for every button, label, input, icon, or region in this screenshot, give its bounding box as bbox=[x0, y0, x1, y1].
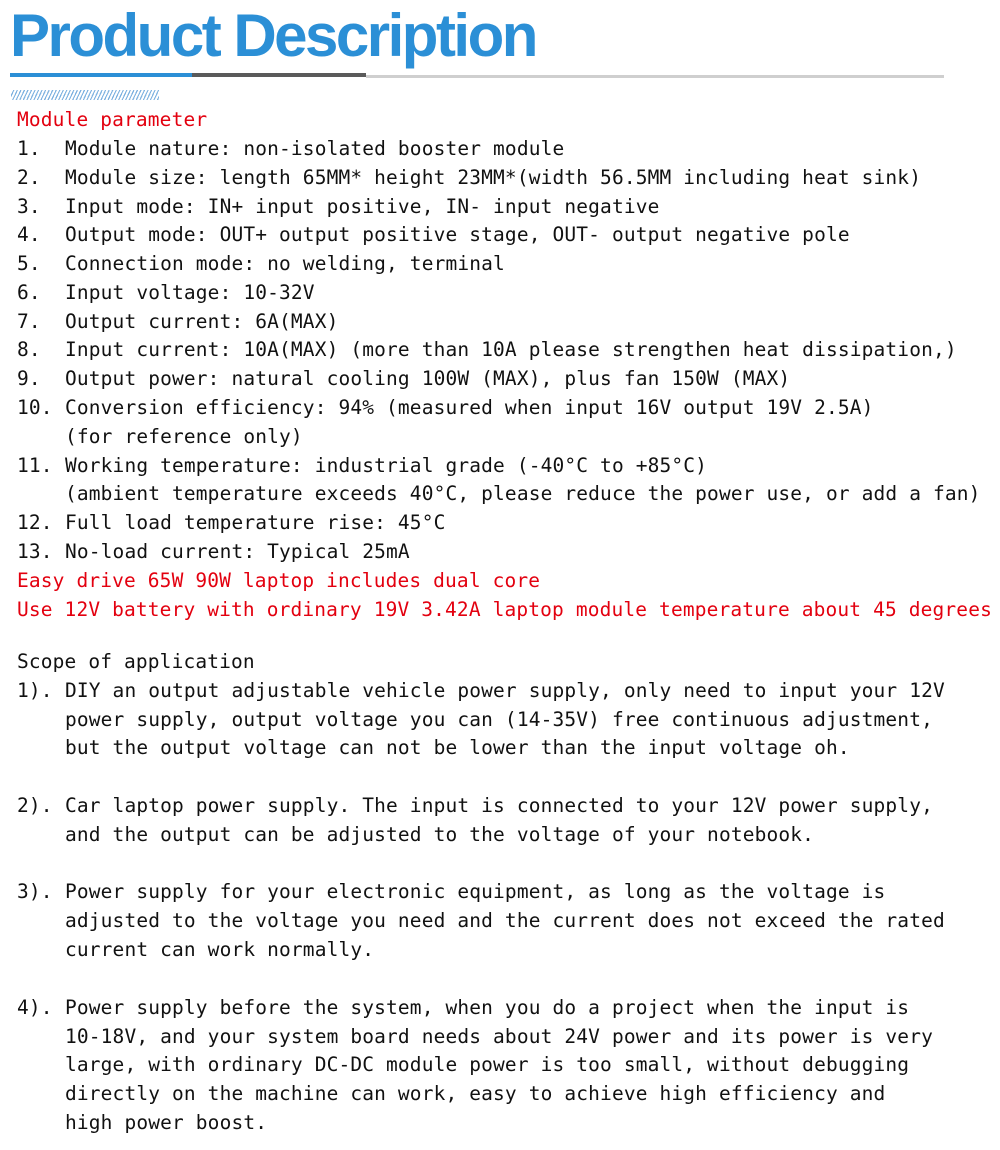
param-num: 5. bbox=[17, 252, 41, 275]
param-item bbox=[17, 134, 564, 163]
title-underline-light bbox=[366, 75, 944, 78]
scope-item bbox=[17, 791, 933, 820]
param-num: 11. bbox=[17, 454, 53, 477]
param-text: Input current: 10A(MAX) (more than 10A please strengthen heat dissipation,) bbox=[65, 338, 957, 361]
param-num: 3. bbox=[17, 195, 41, 218]
scope-text-line: large, with ordinary DC-DC module power is too small, without debugging bbox=[65, 1053, 910, 1076]
scope-item bbox=[17, 676, 945, 705]
title-underline-dark bbox=[192, 73, 366, 77]
scope-text-line: directly on the machine can work, easy to achieve high efficiency and bbox=[65, 1082, 886, 1105]
scope-text-line: current can work normally. bbox=[65, 938, 375, 961]
param-text: Input voltage: 10-32V bbox=[65, 281, 315, 304]
param-item-continuation: (ambient temperature exceeds 40°C, please reduce the power use, or add a fan) bbox=[65, 482, 981, 505]
param-text: Output mode: OUT+ output positive stage, OUT- output negative pole bbox=[65, 223, 850, 246]
scope-num: 1). bbox=[17, 679, 53, 702]
param-item bbox=[17, 249, 505, 278]
param-item bbox=[17, 278, 315, 307]
param-num: 2. bbox=[17, 166, 41, 189]
param-num: 6. bbox=[17, 281, 41, 304]
decorative-hatch bbox=[11, 90, 159, 100]
param-num: 12. bbox=[17, 511, 53, 534]
highlight-line: Use 12V battery with ordinary 19V 3.42A laptop module temperature about 45 degrees bbox=[17, 598, 992, 621]
scope-text-line: but the output voltage can not be lower than the input voltage oh. bbox=[65, 736, 850, 759]
param-text: Input mode: IN+ input positive, IN- input negative bbox=[65, 195, 660, 218]
param-num: 13. bbox=[17, 540, 53, 563]
param-item bbox=[17, 508, 445, 537]
scope-heading: Scope of application bbox=[17, 650, 255, 673]
scope-text: Power supply before the system, when you do a project when the input is bbox=[65, 996, 910, 1019]
param-item bbox=[17, 192, 660, 221]
module-parameter-heading: Module parameter bbox=[17, 108, 208, 131]
scope-num: 4). bbox=[17, 996, 53, 1019]
scope-text: Car laptop power supply. The input is connected to your 12V power supply, bbox=[65, 794, 933, 817]
param-item bbox=[17, 307, 338, 336]
scope-text-line: adjusted to the voltage you need and the current does not exceed the rated bbox=[65, 909, 945, 932]
param-text: Output current: 6A(MAX) bbox=[65, 310, 339, 333]
scope-num: 3). bbox=[17, 880, 53, 903]
param-text: Module size: length 65MM* height 23MM*(width 56.5MM including heat sink) bbox=[65, 166, 922, 189]
param-item bbox=[17, 393, 874, 422]
param-text: Output power: natural cooling 100W (MAX), plus fan 150W (MAX) bbox=[65, 367, 791, 390]
page-title: Product Description bbox=[10, 2, 536, 69]
param-text: Full load temperature rise: 45°C bbox=[65, 511, 446, 534]
scope-text: Power supply for your electronic equipment, as long as the voltage is bbox=[65, 880, 886, 903]
param-text: Working temperature: industrial grade (-40°C to +85°C) bbox=[65, 454, 708, 477]
param-item bbox=[17, 335, 957, 364]
scope-text-line: high power boost. bbox=[65, 1111, 268, 1134]
param-num: 8. bbox=[17, 338, 41, 361]
scope-text-line: power supply, output voltage you can (14-35V) free continuous adjustment, bbox=[65, 708, 933, 731]
param-num: 9. bbox=[17, 367, 41, 390]
param-num: 4. bbox=[17, 223, 41, 246]
param-text: No-load current: Typical 25mA bbox=[65, 540, 410, 563]
param-text: Connection mode: no welding, terminal bbox=[65, 252, 505, 275]
param-text: Conversion efficiency: 94% (measured when input 16V output 19V 2.5A) bbox=[65, 396, 874, 419]
param-num: 1. bbox=[17, 137, 41, 160]
param-item bbox=[17, 364, 790, 393]
scope-item bbox=[17, 877, 885, 906]
param-text: Module nature: non-isolated booster module bbox=[65, 137, 565, 160]
scope-text-line: 10-18V, and your system board needs about 24V power and its power is very bbox=[65, 1025, 933, 1048]
param-item bbox=[17, 451, 707, 480]
title-underline-blue bbox=[10, 73, 192, 77]
param-item-continuation: (for reference only) bbox=[65, 425, 303, 448]
param-num: 7. bbox=[17, 310, 41, 333]
highlight-line: Easy drive 65W 90W laptop includes dual core bbox=[17, 569, 541, 592]
scope-item bbox=[17, 993, 909, 1022]
scope-text: DIY an output adjustable vehicle power supply, only need to input your 12V bbox=[65, 679, 945, 702]
param-item bbox=[17, 537, 410, 566]
scope-text-line: and the output can be adjusted to the voltage of your notebook. bbox=[65, 823, 815, 846]
param-num: 10. bbox=[17, 396, 53, 419]
scope-num: 2). bbox=[17, 794, 53, 817]
param-item bbox=[17, 220, 850, 249]
param-item bbox=[17, 163, 921, 192]
